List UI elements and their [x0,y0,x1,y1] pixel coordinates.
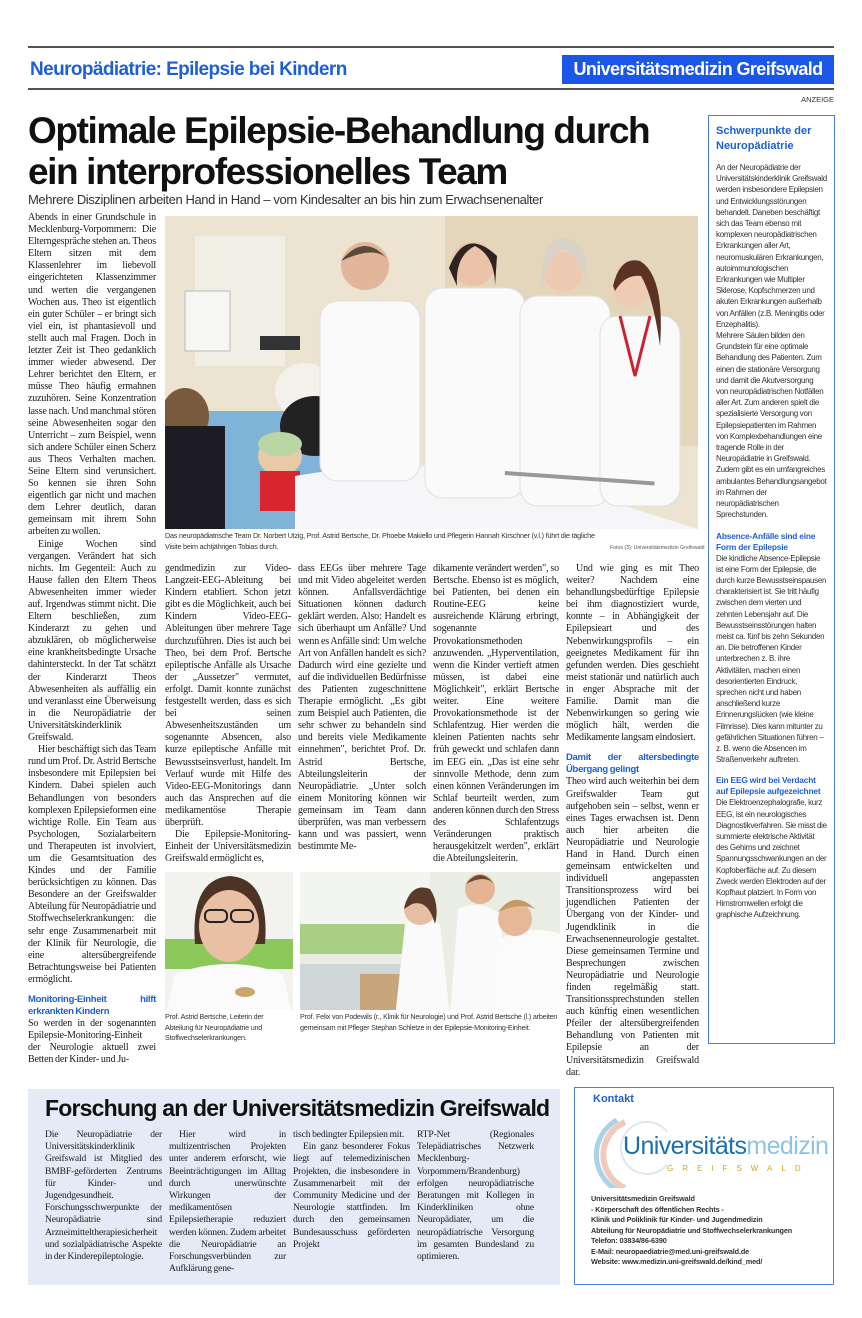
article-column-2 [165,563,291,865]
team-photo-caption: Prof. Felix von Podewils (r., Klinik für Neurologie) und Prof. Astrid Bertsche (l.) arbeiten gemeinsam mit Pfleger Stephan Schletze in der Epilepsie-Monitoring-Einheit. [300,1012,558,1032]
sidebar-paragraph: Mehrere Säulen bilden den Grundstein für eine optimale Behandlung des Patienten. Zum einen die stationäre Versorgung und damit die Akutversorgung von neuropädiatrischen Notfällen aller Art. Zum anderen spielt die spezialisierte Versorgung von Epilepsiepatienten im Rahmen von Komplexbehandlungen eine tragende Rolle in der Neuropädiatrie in Greifswald. Zudem gibt es ein umfangreiches ambulantes Behandlungsangebot im Rahmen der neuropädiatrischen Sprechstunden. [716,331,827,520]
logo-wordmark-bold: Universitäts [623,1132,747,1160]
sidebar-paragraph: An der Neuropädiatrie der Universitätskinderklinik Greifswald werden insbesondere Epilepsien und Entwicklungsstörungen behandelt. Daneben beschäftigt sich das Team ebenso mit komplexen neuropädiatrischen Erkrankungen aller Art, neuromuskulären Erkrankungen, autoimmunologischen Erkrankungen wie Multipler Sklerose, Kopfschmerzen und akuten Erkrankungen außerhalb von Anfällen (z.B. Meningitis oder Enzephalitis). [716,163,827,329]
paragraph: Die Neuropädiatrie der Universitätskinderklinik Greifswald ist Mitglied des BMBF-geförderten Zentrums für Kinder- und Jugendgesundheit. Forschungsschwerpunkte der Neuropädiatrie sind Arzneimitteltherapiesicherheit und sozialpädiatrische Aspekte in der Kinderepileptologie. [45,1129,162,1263]
research-column-2 [169,1129,286,1275]
team-visit-photo [165,216,698,529]
sidebar-heading-eeg: Ein EEG wird bei Verdacht auf Epilepsie aufgezeichnet [716,775,821,797]
article-column-5 [566,563,699,1079]
ad-label: ANZEIGE [801,95,834,104]
paragraph: tisch bedingter Epilepsien mit. [293,1129,405,1140]
portrait-caption: Prof. Astrid Bertsche, Leiterin der Abteilung für Neuropädiatrie und Stoffwechselerkrankungen. [165,1012,264,1042]
paragraph: Ein ganz besonderer Fokus liegt auf telemedizinischen Projekten, die insbesondere in Zusammenarbeit mit der Community Medicine und der Neurologie stattfinden. Im durch den gemeinsamen Bundesausschuss geförderten Projekt [293,1141,410,1250]
section-kicker: Neuropädiatrie: Epilepsie bei Kindern [30,59,347,80]
research-column-1 [45,1129,162,1263]
subheading-transition: Damit der altersbedingte Übergang gelingt [566,752,699,776]
research-column-4 [417,1129,534,1263]
contact-org: Universitätsmedizin Greifswald [591,1194,695,1203]
paragraph: Hier beschäftigt sich das Team rund um Prof. Dr. Astrid Bertsche insbesondere mit Epilepsien bei Kindern. Dabei spielen auch Behandlungen von besonders komplexen Epilepsieformen eine wichtige Rolle. Ein Team aus Psychologen, Sozialarbeitern und Therapeuten ist involviert, um die Gesamtsituation des Kindes und der Familie berücksichtigen zu können. Das Besondere an der Greifswalder Abteilung für Neuropädiatrie und Stoffwechselerkrankungen: die sehr enge Zusammenarbeit mit der Klinik für Neurologie, die eine altersübergreifende Betrachtungsweise bei Patienten ermöglicht. [28,744,156,985]
paragraph: Hier wird in multizentrischen Projekten unter anderem erforscht, wie Beeinträchtigungen im Alltag durch unerwünschte Wirkungen der medikamentösen Epilepsietherapie reduziert werden können. Zudem arbeitet die Neuropädiatrie an Forschungsverbünden zur Aufklärung gene- [169,1129,286,1275]
portrait-illustration [165,872,293,1010]
research-title: Forschung an der Universitätsmedizin Greifswald [45,1095,550,1121]
article-column-3 [298,563,426,853]
contact-clinic: Klinik und Poliklinik für Kinder- und Jugendmedizin [591,1215,763,1224]
main-photo-caption: Das neuropädiatrische Team Dr. Norbert Utzig, Prof. Astrid Bertsche, Dr. Phoebe Makiello und Pflegerin Hannah Kirschner (v.l.) führt die tägliche Visite beim achtjährigen Tobias durch. [165,531,595,551]
contact-phone: Telefon: 03834/86-6390 [591,1236,667,1245]
monitoring-team-photo [300,872,560,1010]
sidebar-paragraph: Die kindliche Absence-Epilepsie ist eine Form der Epilepsie, die durch kurze Bewusstseinspausen charakterisiert ist. Sie tritt häufig zwischen dem vierten und zehnten Lebensjahr auf. Die Bewusstseinsstörungen halten meist ca. fünf bis zehn Sekunden an. Die betroffenen Kinder unterbrechen z. B. ihre Aktivitäten, machen einen desorientierten Eindruck, sprechen nicht und haben anschließend kurze Erinnerungslücken (wie kleine Filmrisse). Dies kann mitunter zu gefährlichen Situationen führen – z. B. wenn die Absencen im Straßenverkehr auftreten. [716,553,827,765]
brand-title: Universitätsmedizin Greifswald [573,59,823,79]
contact-email-link[interactable]: E-Mail: neuropaediatrie@med.uni-greifswald.de [591,1246,750,1256]
subheading-monitoring: Monitoring-Einheit hilft erkrankten Kindern [28,994,156,1017]
headline: Optimale Epilepsie-Behandlung durch ein interprofessionelles Team [28,110,650,192]
paragraph: RTP-Net (Regionales Telepädiatrisches Netzwerk Mecklenburg-Vorpommern/Brandenburg) erfolgen neuropädiatrische Beratungen mit Kollegen in Kinderkliniken ohne Neuropädiater, um die neuropädiatrische Versorgung im gesamten Bundesland zu optimieren. [417,1129,534,1263]
photo-credit: Fotos (3): Universitätsmedizin Greifswald [610,545,705,551]
contact-website-link[interactable]: Website: www.medizin.uni-greifswald.de/kind_med/ [591,1257,763,1266]
photo-illustration [165,216,698,529]
sidebar-title: Schwerpunkte der Neuropädiatrie [716,125,812,152]
paragraph: Einige Wochen sind vergangen. Verändert hat sich nichts. Im Gegenteil: Auch zu Hause fallen den Eltern Theos Abwesenheiten immer wieder auf. Irgendwas stimmt nicht. Die Eltern beschließen, zum Kinderarzt zu gehen und abzuklären, ob möglicherweise eine krankheitsbedingte Ursache dahintersteckt. In der Tat schätzt der Kinderarzt Theos Abwesenheiten als auffällig ein und veranlasst eine Überweisung in die Neuropädiatrie der Universitätskinderklinik Greifswald. [28,538,156,744]
focus-sidebar [708,115,835,1044]
subheadline: Mehrere Disziplinen arbeiten Hand in Hand – vom Kindesalter an bis hin zum Erwachsenenalter [28,192,543,207]
paragraph: Und wie ging es mit Theo weiter? Nachdem eine behandlungsbedürftige Epilepsie bei ihm diagnostiziert wurde, konnte – in Abhängigkeit der Epilepsieart und des Nebenwirkungsprofils – ein geeignetes Medikament für ihn gefunden werden. Dies geschieht meist stationär und natürlich auch in enger Absprache mit der Familie. Damit man die Nebenwirkungen so gering wie möglich hält, werden die Medikamente langsam eindosiert. [566,563,699,744]
paragraph: So werden in der sogenannten Epilepsie-Monitoring-Einheit der Neurologie aktuell zwei Betten der Kinder- und Ju- [28,1018,156,1066]
team-illustration [300,872,560,1010]
header-rule [28,88,834,90]
paragraph: Theo wird auch weiterhin bei dem Greifswalder Team gut aufgehoben sein – selbst, wenn er eines Tages erwachsen ist. Denn auch hier arbeiten die Neuropädiatrie und Neurologie Hand in Hand. Durch einen gemeinsam entwickelten und individuell angepassten Transitionsprozess wird bei jugendlichen Patienten der Übergang von der Kinder- und Jugendklinik in die Erwachsenenneurologie gestaltet. Diese gemeinsamen Termine und Besprechungen zwischen Neuropädiatrie und Neurologie finden regelmäßig statt. Transitionssprechstunden stellen auch künftig einen wesentlichen Pfeiler der altersübergreifenden Behandlung von Patienten mit Epilepsie an der Universitätsmedizin Greifswald dar. [566,776,699,1078]
logo-wordmark-light: medizin [746,1132,829,1160]
paragraph: dikamente verändert werden", so Bertsche. Ebenso ist es möglich, bei Patienten, bei denen ein Routine-EEG keine ausreichende Klärung erbringt, sogenannte Provokationsmethoden anzuwenden. „Hyperventilation, wenn die Kinder vertieft atmen müssen, ist dabei eine Möglichkeit", erklärt Bertsche weiter. Eine weitere Provokationsmethode ist der Schlafentzug. Hier werden die kleinen Patienten nachts sehr früh geweckt und schlafen dann im EEG ein. „Das ist eine sehr sinnvolle Methode, denn zum einen können Veränderungen im Schlaf beurteilt werden, zum anderen können durch den Stress des Schlafentzugs Veränderungen praktisch herausgekitzelt werden", erklärt die Abteilungsleiterin. [433,563,559,865]
sidebar-heading-absence: Absence-Anfälle sind eine Form der Epilepsie [716,530,816,552]
contact-department: Abteilung für Neuropädiatrie und Stoffwechselerkrankungen [591,1225,793,1235]
paragraph: Die Epilepsie-Monitoring-Einheit der Universitätsmedizin Greifswald ermöglicht es, [165,829,291,865]
logo-subtitle: GREIFSWALD [667,1164,810,1173]
paragraph: Abends in einer Grundschule in Mecklenburg-Vorpommern: Die Elterngespräche stehen an. Theos Eltern sitzen mit dem Klassenlehrer im liebevoll eingerichteten Klassenzimmer und werten die vergangenen Wochen aus. Theo ist eigentlich ein guter Schüler – er bringt sich viel ein, ist phantasievoll und stellt auch mal Fragen. Doch in letzter Zeit ist Theo gedanklich immer wieder abwesend. Der Lehrer berichtet den Eltern, er müsse Theo häufig ermahnen zuzuhören. Seine Konzentration lasse nach. Und manchmal stören seine Abwesenheiten sogar den Unterricht – zum Beispiel, wenn sich andere Schüler einen Scherz aus Theos Verhalten machen. Seine Eltern sind verunsichert. So kennen sie ihren Sohn eigentlich gar nicht und machen dem Lehrer deutlich, daran gemeinsam mit ihrem Sohn arbeiten zu wollen. [28,212,156,538]
paragraph: gendmedizin zur Video-Langzeit-EEG-Ableitung bei Kindern etabliert. Schon jetzt gibt es die Möglichkeit, auch bei Kindern Video-EEG-Ableitungen über mehrere Tage durchzuführen. Dies ist auch bei Theo, bei dem Prof. Bertsche epileptische Anfälle als Ursache der „Aussetzer" vermutet, erfolgt. Damit konnte zunächst festgestellt werden, dass es sich bei seinen Abwesenheitszuständen um sogenannte Absencen, also kurze epileptische Anfälle mit Bewusstseinsverlust, handelt. Im Verlauf wurde mit Hilfe des Video-EEG-Monitorings dann auch das Ansprechen auf die medikamentöse Therapie überprüft. [165,563,291,828]
contact-legal-form: - Körperschaft des öffentlichen Rechts - [591,1204,724,1214]
university-logo [587,1118,827,1188]
brand-banner [562,55,834,84]
article-column-4 [433,563,559,865]
sidebar-paragraph: Die Elektroenzephalografie, kurz EEG, ist ein neurologisches Diagnostikverfahren. Sie misst die summierte elektrische Aktivität des Gehirns und zeichnet Spannungsschwankungen an der Kopfoberfläche auf. Zu diesem Zweck werden Elektroden auf der Kopfhaut platziert. In Form von Hirnstromwellen erfolgt die graphische Aufzeichnung. [716,798,827,920]
top-rule [28,46,834,48]
contact-title: Kontakt [593,1093,634,1105]
logo-wordmark [623,1132,828,1161]
research-column-3 [293,1129,410,1251]
portrait-photo [165,872,293,1010]
research-box [28,1089,560,1285]
contact-box [574,1087,834,1285]
article-column-1 [28,212,156,1066]
contact-details [591,1194,792,1268]
paragraph: dass EEGs über mehrere Tage und mit Video abgeleitet werden können. Anfallsverdächtige Situationen können dadurch geklärt werden. Also: Handelt es sich überhaupt um Anfälle? Und wenn es Anfälle sind: Um welche Art von Anfällen handelt es sich? Dadurch wird eine gezielte und auf die individuellen Bedürfnisse des Patienten zugeschnittene Therapie ermöglicht. „Es gibt zum Beispiel auch Patienten, die sehr schwer zu behandeln sind und bereits viele Medikamente einnehmen", berichtet Prof. Dr. Astrid Bertsche, Abteilungsleiterin der Neuropädiatrie. „Unter solch einem Monitoring können wir gemeinsam im Team dann überprüfen, was man verbessern kann und was passiert, wenn bestimmte Me- [298,563,426,853]
